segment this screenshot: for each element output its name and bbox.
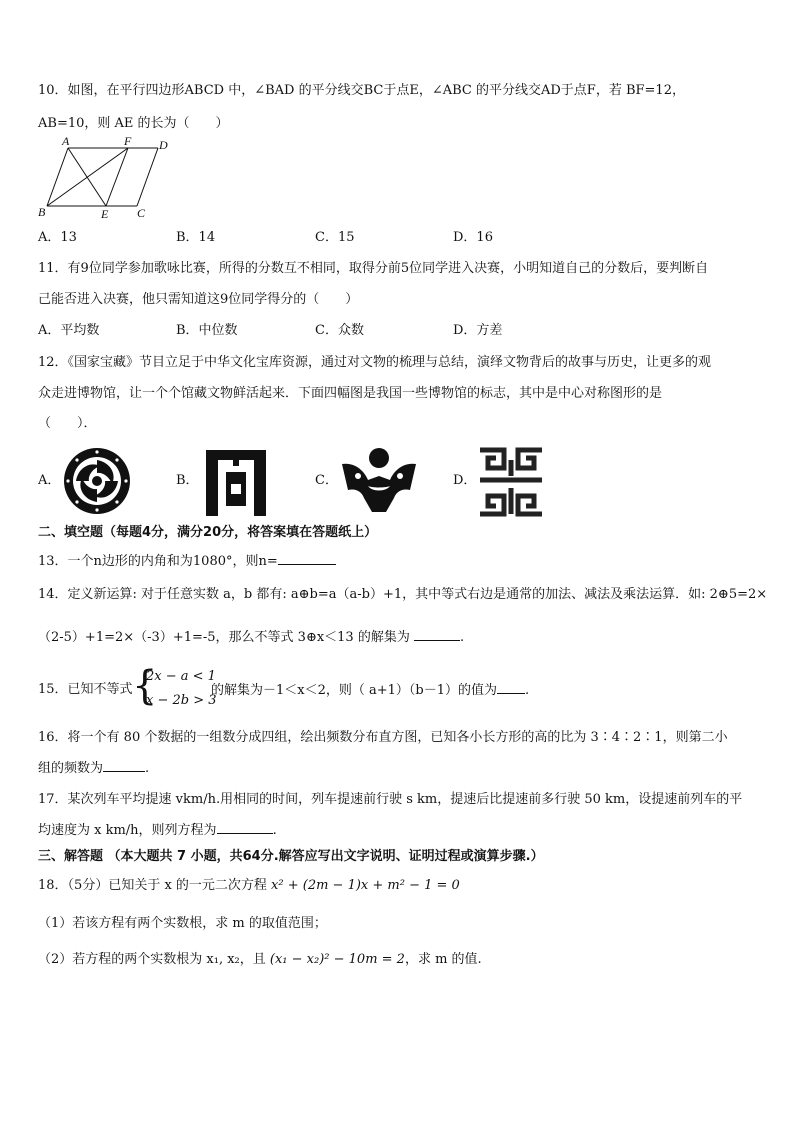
label-A: A — [62, 134, 70, 148]
q12-option-b: B． — [176, 473, 199, 488]
q17-period: . — [272, 823, 277, 838]
q10-line2: AB=10，则 AE 的长为（ ） — [38, 116, 229, 131]
q12-line3: （ ）． — [38, 416, 97, 431]
q14-line2-text: （2-5）+1=2×（-3）+1=-5，那么不等式 3⊕x＜13 的解集为 — [38, 630, 410, 645]
q12-line2: 众走进博物馆，让一个个馆藏文物鲜活起来．下面四幅图是我国一些博物馆的标志，其中是中心对称图形的是 — [38, 386, 663, 401]
q12-option-c: C． — [315, 473, 338, 488]
q12-line1: 12．《国家宝藏》节目立足于中华文化宝库资源，通过对文物的梳理与总结，演绎文物背后的故事与历史，让更多的观 — [38, 355, 712, 370]
q11-option-d: D．方差 — [453, 323, 503, 338]
q11-line1: 11．有9位同学参加歌咏比赛，所得的分数互不相同，取得分前5位同学进入决赛，小明知道自己的分数后，要判断自 — [38, 261, 709, 276]
q15-suffix-text: 的解集为－1＜x＜2，则（ a+1）（b－1）的值为 — [211, 683, 498, 698]
q13 — [38, 552, 336, 571]
q18-part2-equation: (x₁ − x₂)² − 10m = 2 — [269, 952, 405, 967]
q18-head-text: 18．（5分）已知关于 x 的一元二次方程 — [38, 878, 272, 893]
q17-line2 — [38, 821, 277, 840]
q14-line1: 14．定义新运算: 对于任意实数 a，b 都有: a⊕b=a（a-b）+1，其中等式右边是通常的加法、减法及乘法运算．如: 2⊕5=2× — [38, 587, 768, 602]
q16-period: . — [145, 761, 150, 776]
q15-period: . — [525, 683, 530, 698]
label-C: C — [137, 206, 146, 220]
q17-line1: 17．某次列车平均提速 vkm/h.用相同的时间，列车提速前行驶 s km，提速后比提速前多行驶 50 km，设提速前列车的平 — [38, 792, 743, 807]
q10-parallelogram-figure — [34, 134, 174, 224]
q17-answer-blank — [217, 821, 273, 834]
q11-option-c: C．众数 — [315, 323, 364, 338]
q18-head — [38, 877, 460, 895]
q10-option-c: C．15 — [315, 230, 355, 245]
q12-option-d: D． — [453, 473, 477, 488]
q15-system-brace: { — [132, 663, 158, 709]
q15-answer-blank — [497, 681, 525, 694]
label-F: F — [124, 134, 132, 148]
section-3-heading: 三、解答题 （本大题共 7 小题，共64分.解答应写出文字说明、证明过程或演算步骤.） — [38, 849, 544, 864]
q14-answer-blank — [414, 628, 460, 641]
q14-period: . — [459, 630, 465, 645]
q16-line1: 16．将一个有 80 个数据的一组数分成四组，绘出频数分布直方图，已知各小长方形的高的比为 3∶4∶2∶1，则第二小 — [38, 730, 728, 745]
q18-part2-text: （2）若方程的两个实数根为 x₁, x₂，且 — [38, 952, 270, 967]
label-E: E — [101, 207, 109, 221]
q12-logo-d-fret-pattern-icon — [476, 446, 546, 518]
q18-equation: x² + (2m − 1)x + m² − 1 = 0 — [271, 878, 460, 893]
q10-option-b: B．14 — [176, 230, 216, 245]
q16-line2-text: 组的频数为 — [38, 761, 104, 776]
q13-text: 13．一个n边形的内角和为1080°，则n= — [38, 554, 278, 569]
label-D: D — [159, 138, 168, 152]
q15-system-line2: x − 2b > 3 — [146, 693, 217, 708]
q11-option-a: A．平均数 — [38, 323, 100, 338]
q10-option-a: A．13 — [38, 230, 77, 245]
q12-logo-a-swirl-disc-icon — [62, 446, 132, 516]
q10-option-d: D．16 — [453, 230, 493, 245]
q11-line2: 己能否进入决赛，他只需知道这9位同学得分的（ ） — [38, 292, 359, 307]
q13-answer-blank — [278, 552, 336, 565]
q12-option-a: A． — [38, 473, 61, 488]
q16-line2 — [38, 759, 149, 778]
q18-part1: （1）若该方程有两个实数根，求 m 的取值范围； — [38, 916, 327, 931]
q17-line2-text: 均速度为 x km/h，则列方程为 — [38, 823, 217, 838]
q12-logo-b-ding-vessel-icon — [200, 446, 272, 518]
q15-suffix — [211, 681, 529, 700]
q12-logo-c-mask-emblem-icon — [338, 446, 420, 516]
label-B: B — [38, 205, 46, 219]
q16-answer-blank — [103, 759, 145, 772]
q18-part2 — [38, 951, 482, 969]
q11-option-b: B．中位数 — [176, 323, 238, 338]
q10-line1: 10．如图，在平行四边形ABCD 中，∠BAD 的平分线交BC于点E，∠ABC 的平分线交AD于点F，若 BF=12， — [38, 83, 685, 98]
q18-part2-end: ，求 m 的值. — [404, 952, 482, 967]
q15-system-line1: 2x − a < 1 — [146, 669, 216, 684]
q15-prefix: 15．已知不等式 — [38, 682, 133, 697]
section-2-heading: 二、填空题（每题4分，满分20分，将答案填在答题纸上） — [38, 525, 378, 540]
q14-line2 — [38, 628, 464, 647]
